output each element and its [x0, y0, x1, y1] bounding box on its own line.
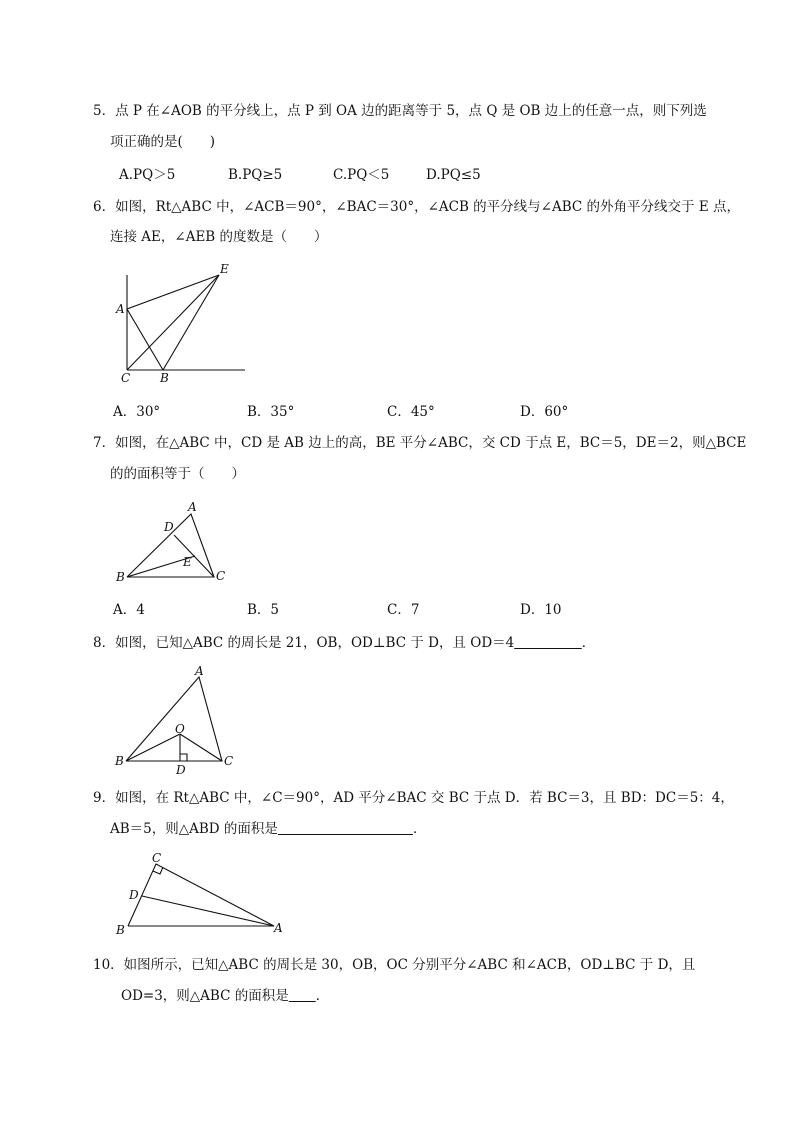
q9-bisector-ad — [142, 896, 274, 926]
q6-label-c: C — [121, 371, 131, 385]
q6-option-d: D．60° — [520, 404, 569, 420]
q8-label-c: C — [224, 754, 234, 768]
q8-label-b: B — [115, 754, 124, 768]
q7-option-a: A．4 — [113, 602, 145, 618]
q9-text: AB＝5，则△ABD 的面积是 — [110, 821, 278, 837]
q8-label-o: O — [175, 722, 185, 736]
q9-label-d: D — [129, 888, 139, 902]
q10-text: OD=3，则△ABC 的面积是 — [121, 988, 289, 1004]
q9-label-c: C — [152, 851, 162, 865]
q6-label-b: B — [160, 371, 169, 385]
q7-label-a: A — [188, 500, 197, 514]
q10-answer-blank[interactable] — [289, 988, 316, 1004]
q5-option-b: B.PQ≥5 — [228, 167, 283, 183]
q8-label-d: D — [176, 763, 186, 777]
q7-label-c: C — [216, 569, 226, 583]
q6-label-a: A — [116, 302, 125, 316]
q7-line2: 的的面积等于（ ） — [110, 466, 245, 482]
q6-line1: 6．如图，Rt△ABC 中，∠ACB＝90°，∠BAC＝30°，∠ACB 的平分线与∠ABC 的外角平分线交于 E 点， — [93, 199, 740, 215]
q5-line2: 项正确的是( ) — [110, 134, 216, 150]
q7-option-d: D．10 — [520, 602, 562, 618]
q7-option-b: B．5 — [247, 602, 280, 618]
q6-option-b: B．35° — [247, 404, 295, 420]
q6-option-c: C．45° — [387, 404, 435, 420]
q7-option-c: C．7 — [387, 602, 420, 618]
q9-triangle-abc — [128, 864, 274, 926]
q6-line2: 连接 AE，∠AEB 的度数是（ ） — [110, 229, 328, 245]
q8-label-a: A — [195, 664, 204, 678]
q8-tail: ． — [581, 635, 596, 651]
q7-line1: 7．如图，在△ABC 中，CD 是 AB 边上的高，BE 平分∠ABC，交 CD 于点 E，BC＝5，DE＝2，则△BCE — [93, 435, 747, 451]
q7-label-b: B — [116, 570, 125, 584]
q10-line1: 10．如图所示，已知△ABC 的周长是 30，OB，OC 分别平分∠ABC 和∠ACB，OD⊥BC 于 D，且 — [93, 957, 696, 973]
q9-label-a: A — [274, 921, 283, 935]
q10-tail: ． — [315, 988, 330, 1004]
q6-label-e: E — [220, 262, 229, 276]
q6-option-a: A．30° — [113, 404, 161, 420]
q5-option-c: C.PQ＜5 — [333, 167, 390, 183]
q5-option-a: A.PQ＞5 — [119, 167, 176, 183]
q7-label-d: D — [164, 520, 174, 534]
q5-line1: 5．点 P 在∠AOB 的平分线上，点 P 到 OA 边的距离等于 5，点 Q 是 OB 边上的任意一点，则下列选 — [93, 103, 707, 119]
q9-tail: ． — [412, 821, 427, 837]
q5-option-d: D.PQ≤5 — [426, 167, 481, 183]
q9-label-b: B — [116, 923, 125, 937]
q9-line1: 9．如图，在 Rt△ABC 中，∠C＝90°，AD 平分∠BAC 交 BC 于点 D．若 BC＝3，且 BD：DC＝5：4， — [93, 790, 734, 806]
q10-line2 — [121, 987, 329, 1005]
q7-label-e: E — [183, 555, 192, 569]
q8-text: 8．如图，已知△ABC 的周长是 21，OB，OD⊥BC 于 D，且 OD＝4 — [93, 635, 515, 651]
